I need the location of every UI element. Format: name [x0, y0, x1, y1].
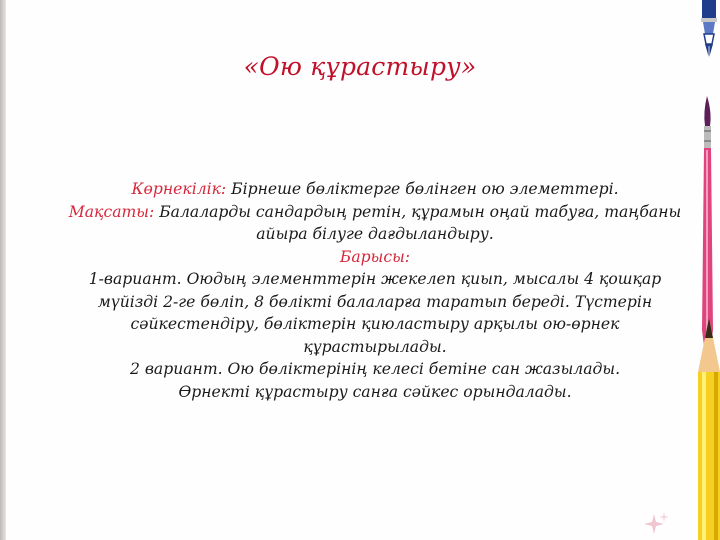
goal-text: Балаларды сандардың ретін, құрамын оңай табуға, таңбаны айыра білуге дағдыландыру.	[154, 202, 682, 243]
pencil-icon	[698, 318, 720, 540]
slide-body	[62, 178, 688, 403]
goal-label: Мақсаты:	[68, 202, 155, 221]
left-edge-strip	[0, 0, 6, 540]
paintbrush-icon	[702, 96, 713, 362]
slide-title: «Ою құрастыру»	[243, 52, 477, 81]
variant-2-line-2: Өрнекті құрастыру санға сәйкес орындалады.	[178, 382, 572, 401]
stationery-decoration	[660, 0, 720, 540]
fountain-pen-icon	[701, 0, 717, 58]
sparkle-icon	[640, 510, 670, 538]
variant-1-text: 1-вариант. Оюдың элементтерін жекелеп қиып, мысалы 4 қошқар мүйізді 2-ге бөліп, 8 бөлікті балаларға таратып береді. Түстерін сәйкестендіру, бөліктерін қиюластыру арқылы ою-өрнек құрастырылады.	[88, 270, 662, 356]
visual-aids-text: Бірнеше бөліктерге бөлінген ою элеметтері.	[226, 180, 619, 198]
variant-2-line-1: 2 вариант. Ою бөліктерінің келесі бетіне сан жазылады.	[129, 360, 621, 378]
visual-aids-label: Көрнекілік:	[131, 180, 227, 198]
process-label: Барысы:	[339, 247, 411, 266]
